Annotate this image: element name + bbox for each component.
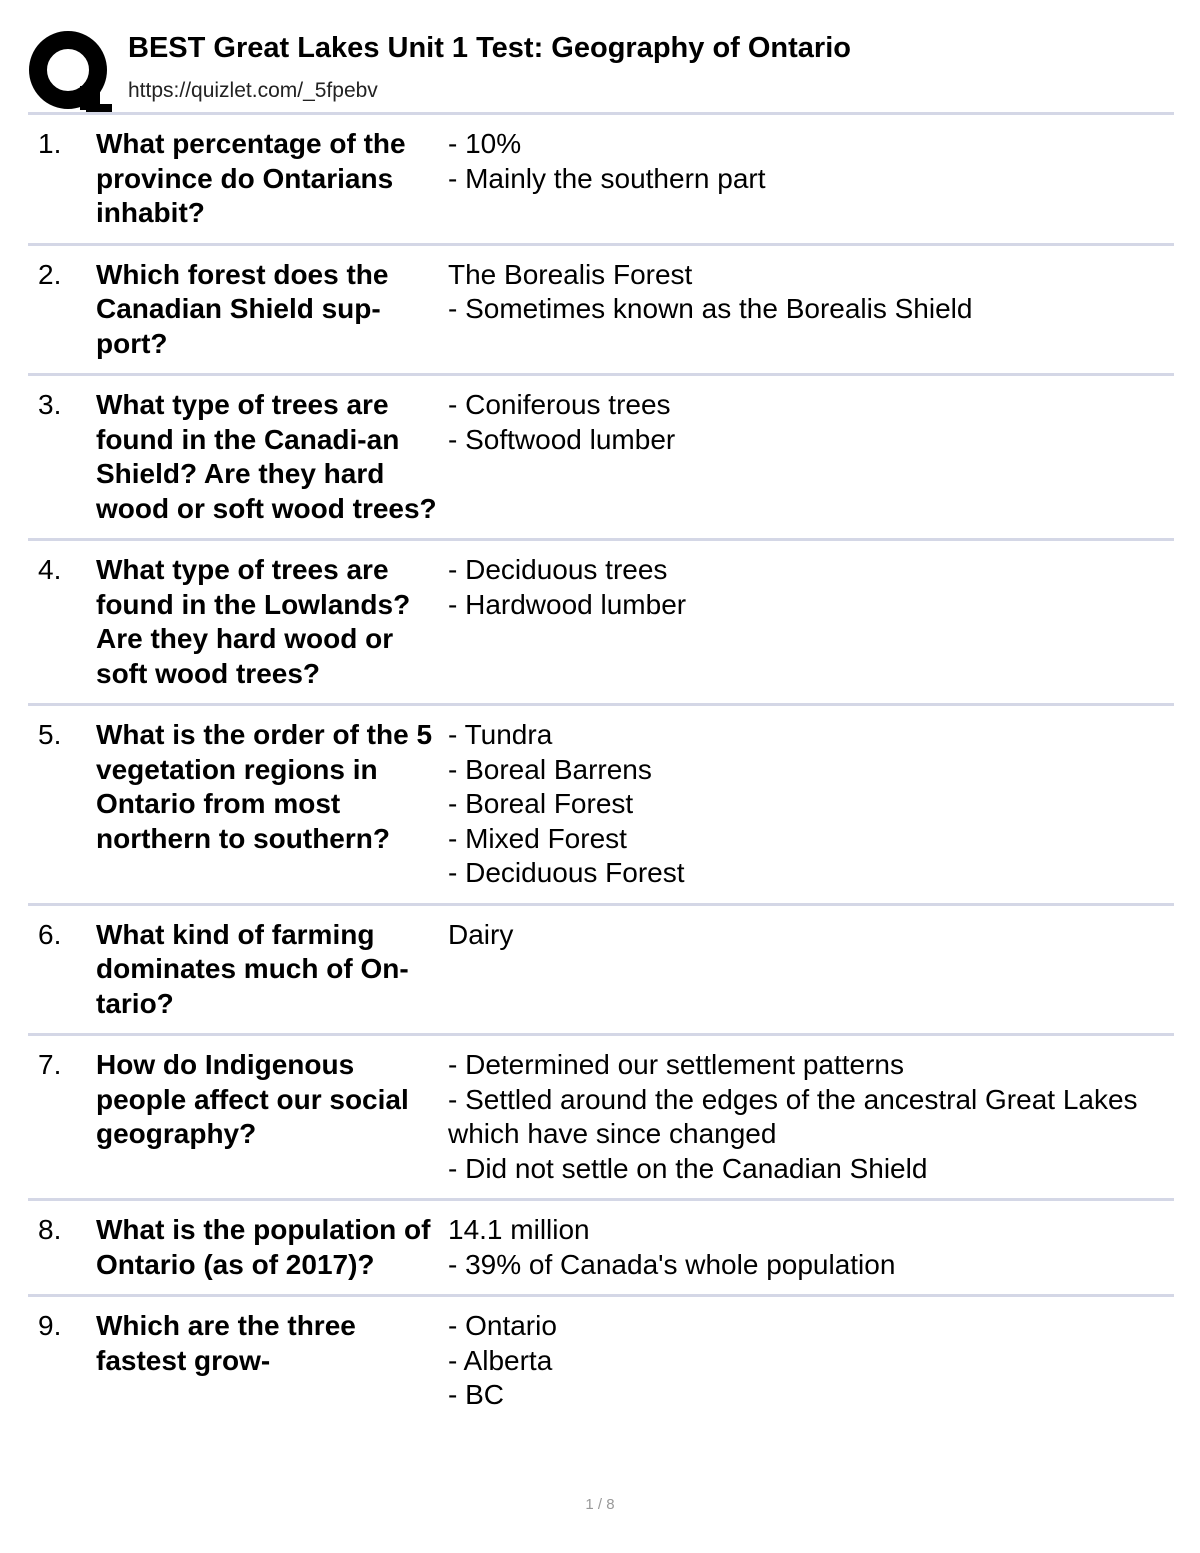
card-answer: - Tundra - Boreal Barrens - Boreal Forest - Mixed Forest - Deciduous Forest (448, 719, 685, 888)
card-question: What type of trees are found in the Lowlands? Are they hard wood or soft wood trees? (96, 554, 411, 689)
card-row (28, 1294, 1174, 1425)
card-question: What is the order of the 5 vegetation regions in Ontario from most northern to southern? (96, 719, 433, 854)
card-question: What type of trees are found in the Canadi-an Shield? Are they hard wood or soft wood trees? (96, 389, 437, 524)
card-row (28, 903, 1174, 1034)
card-question: What percentage of the province do Ontarians inhabit? (96, 128, 406, 228)
card-number: 8. (38, 1214, 62, 1245)
card-number: 3. (38, 389, 62, 420)
card-answer: Dairy (448, 918, 514, 950)
card-number: 9. (38, 1310, 62, 1341)
quizlet-logo-icon (28, 30, 112, 114)
card-question: What kind of farming dominates much of On-tario? (96, 918, 409, 1019)
card-question: Which forest does the Canadian Shield sup-port? (96, 258, 389, 359)
card-answer: - 10% - Mainly the southern part (448, 128, 766, 194)
card-row (28, 243, 1174, 374)
card-question: Which are the three fastest grow- (96, 1310, 356, 1376)
card-answer: - Coniferous trees - Softwood lumber (448, 389, 676, 455)
document-header (28, 26, 1178, 112)
card-row (28, 703, 1174, 903)
card-row (28, 373, 1174, 538)
card-question: What is the population of Ontario (as of 2017)? (96, 1214, 431, 1280)
card-number: 6. (38, 918, 62, 950)
card-answer: 14.1 million - 39% of Canada's whole population (448, 1214, 896, 1280)
card-row (28, 1033, 1174, 1198)
card-number: 2. (38, 258, 62, 290)
card-answer: - Determined our settlement patterns - Settled around the edges of the ancestral Great Lakes which have since changed - Did not settle on the Canadian Shield (448, 1049, 1138, 1184)
card-number: 4. (38, 554, 62, 585)
flashcard-list (28, 112, 1174, 1425)
card-number: 7. (38, 1049, 62, 1080)
page-number: 1 / 8 (585, 1496, 615, 1513)
card-answer: The Borealis Forest - Sometimes known as the Borealis Shield (448, 258, 973, 324)
card-row (28, 112, 1174, 243)
card-answer: - Ontario - Alberta - BC (448, 1310, 557, 1410)
source-url[interactable]: https://quizlet.com/_5fpebv (128, 79, 378, 102)
card-row (28, 1198, 1174, 1294)
card-question: How do Indigenous people affect our social geography? (96, 1049, 409, 1149)
card-row (28, 538, 1174, 703)
card-number: 1. (38, 128, 62, 159)
document-title: BEST Great Lakes Unit 1 Test: Geography of Ontario (128, 32, 851, 64)
card-answer: - Deciduous trees - Hardwood lumber (448, 554, 687, 620)
card-number: 5. (38, 719, 62, 750)
